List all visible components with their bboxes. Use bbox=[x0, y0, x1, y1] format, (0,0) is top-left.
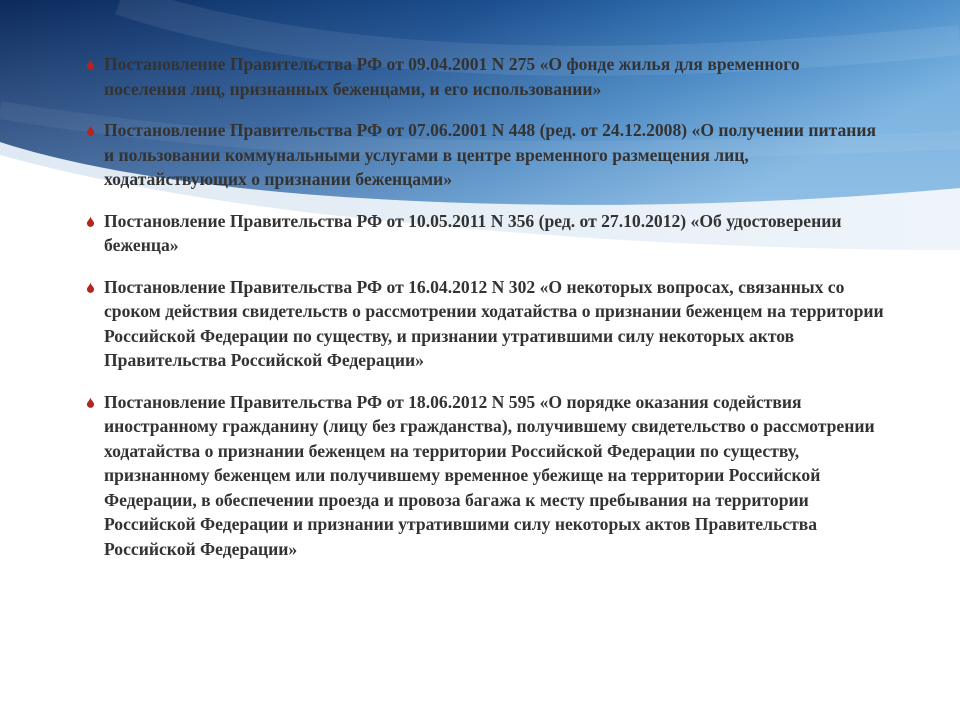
drop-bullet-icon bbox=[86, 59, 95, 70]
list-item bbox=[86, 118, 886, 192]
list-item-text: Постановление Правительства РФ от 09.04.2001 N 275 «О фонде жилья для временного поселения лиц, признанных беженцами, и его использовании» bbox=[104, 54, 800, 99]
list-item-text: Постановление Правительства РФ от 16.04.2012 N 302 «О некоторых вопросах, связанных со сроком действия свидетельств о рассмотрении ходатайства о признании беженцем на территории Российской Федерации по существу, и признании утратившими силу некоторых актов Правительства Российской Федерации» bbox=[104, 276, 884, 370]
list-item bbox=[86, 275, 886, 373]
list-item bbox=[86, 209, 886, 258]
drop-bullet-icon bbox=[86, 125, 95, 136]
regulation-list bbox=[86, 52, 886, 578]
drop-bullet-icon bbox=[86, 216, 95, 227]
list-item-text: Постановление Правительства РФ от 07.06.2001 N 448 (ред. от 24.12.2008) «О получении питания и пользовании коммунальными услугами в центре временного размещения лиц, ходатайствующих о признании беженцами» bbox=[104, 120, 877, 189]
drop-bullet-icon bbox=[86, 282, 95, 293]
list-item bbox=[86, 390, 886, 562]
list-item-text: Постановление Правительства РФ от 10.05.2011 N 356 (ред. от 27.10.2012) «Об удостоверении беженца» bbox=[104, 210, 842, 255]
drop-bullet-icon bbox=[86, 397, 95, 408]
list-item-text: Постановление Правительства РФ от 18.06.2012 N 595 «О порядке оказания содействия иностранному гражданину (лицу без гражданства), получившему свидетельство о рассмотрении ходатайства о признании беженцем на территории Российской Федерации по существу, признанному беженцем или получившему временное убежище на территории Российской Федерации, в обеспечении проезда и провоза багажа к месту пребывания на территории Российской Федерации и признании утратившими силу некоторых актов Правительства Российской Федерации» bbox=[104, 391, 875, 559]
list-item bbox=[86, 52, 886, 101]
